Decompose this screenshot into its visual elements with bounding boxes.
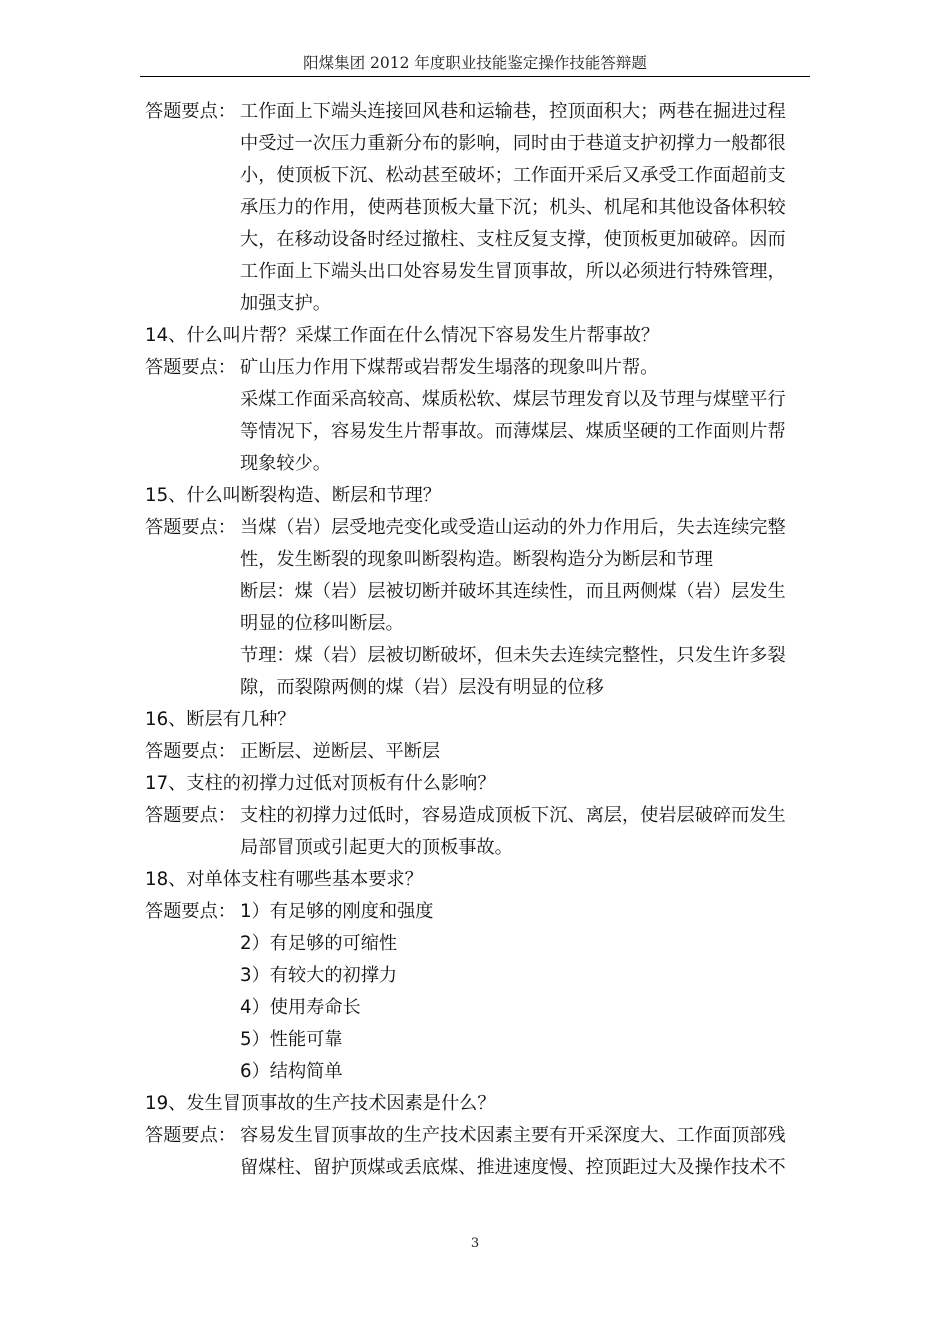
answer-continuation-line: 采煤工作面采高较高、煤质松软、煤层节理发育以及节理与煤壁平行 [240,389,786,410]
answer-continuation-line: 4）使用寿命长 [240,997,361,1018]
question-line: 15、什么叫断裂构造、断层和节理？ [145,485,441,506]
answer-continuation-line: 加强支护。 [240,293,331,314]
page-header: 阳煤集团 2012 年度职业技能鉴定操作技能答辩题 [303,54,647,72]
answer-label: 答题要点： [145,1125,236,1146]
document-body [145,96,820,1184]
answer-continuation-line: 6）结构简单 [240,1061,343,1082]
answer-continuation-line: 留煤柱、留护顶煤或丢底煤、推进速度慢、控顶距过大及操作技术不 [240,1157,786,1178]
answer-label: 答题要点： [145,901,236,922]
answer-first-line [145,736,820,768]
answer-block [145,736,820,768]
question-line: 16、断层有几种？ [145,709,296,730]
answer-block [145,800,820,864]
answer-text: 1）有足够的刚度和强度 [240,901,434,922]
answer-text: 矿山压力作用下煤帮或岩帮发生塌落的现象叫片帮。 [240,357,659,378]
answer-first-line [145,800,820,832]
answer-continuation-line: 等情况下，容易发生片帮事故。而薄煤层、煤质坚硬的工作面则片帮 [240,421,786,442]
answer-continuation-line: 大，在移动设备时经过撤柱、支柱反复支撑，使顶板更加破碎。因而 [240,229,786,250]
answer-continuation-line: 3）有较大的初撑力 [240,965,398,986]
answer-label: 答题要点： [145,805,236,826]
answer-label: 答题要点： [145,517,236,538]
question-line: 17、支柱的初撑力过低对顶板有什么影响？ [145,773,496,794]
answer-first-line [145,1120,820,1152]
answer-text: 容易发生冒顶事故的生产技术因素主要有开采深度大、工作面顶部残 [240,1125,786,1146]
question-line: 19、发生冒顶事故的生产技术因素是什么？ [145,1093,496,1114]
header-rule [140,76,810,77]
answer-text: 当煤（岩）层受地壳变化或受造山运动的外力作用后，失去连续完整 [240,517,786,538]
answer-block [145,896,820,1088]
page-number: 3 [470,1236,480,1251]
answer-continuation-line: 节理：煤（岩）层被切断破坏，但未失去连续完整性，只发生许多裂 [240,645,786,666]
answer-continuation-line: 隙，而裂隙两侧的煤（岩）层没有明显的位移 [240,677,604,698]
answer-continuation-line: 小，使顶板下沉、松动甚至破坏；工作面开采后又承受工作面超前支 [240,165,786,186]
answer-block [145,1120,820,1184]
answer-text: 支柱的初撑力过低时，容易造成顶板下沉、离层，使岩层破碎而发生 [240,805,786,826]
answer-continuation-line: 性，发生断裂的现象叫断裂构造。断裂构造分为断层和节理 [240,549,713,570]
answer-label: 答题要点： [145,741,236,762]
answer-block [145,352,820,480]
answer-first-line [145,96,820,128]
answer-first-line [145,512,820,544]
question-line: 14、什么叫片帮？采煤工作面在什么情况下容易发生片帮事故？ [145,325,660,346]
answer-first-line [145,352,820,384]
answer-text: 工作面上下端头连接回风巷和运输巷，控顶面积大；两巷在掘进过程 [240,101,786,122]
question-line: 18、对单体支柱有哪些基本要求？ [145,869,423,890]
answer-first-line [145,896,820,928]
answer-label: 答题要点： [145,357,236,378]
answer-continuation-line: 断层：煤（岩）层被切断并破坏其连续性，而且两侧煤（岩）层发生 [240,581,786,602]
answer-continuation-line: 中受过一次压力重新分布的影响，同时由于巷道支护初撑力一般都很 [240,133,786,154]
answer-block [145,512,820,704]
answer-continuation-line: 工作面上下端头出口处容易发生冒顶事故，所以必须进行特殊管理， [240,261,786,282]
answer-continuation-line: 明显的位移叫断层。 [240,613,404,634]
answer-continuation-line: 承压力的作用，使两巷顶板大量下沉；机头、机尾和其他设备体积较 [240,197,786,218]
answer-continuation-line: 局部冒顶或引起更大的顶板事故。 [240,837,513,858]
answer-continuation-line: 现象较少。 [240,453,331,474]
answer-continuation-line: 2）有足够的可缩性 [240,933,398,954]
answer-continuation-line: 5）性能可靠 [240,1029,343,1050]
answer-block [145,96,820,320]
answer-label: 答题要点： [145,101,236,122]
answer-text: 正断层、逆断层、平断层 [240,741,441,762]
